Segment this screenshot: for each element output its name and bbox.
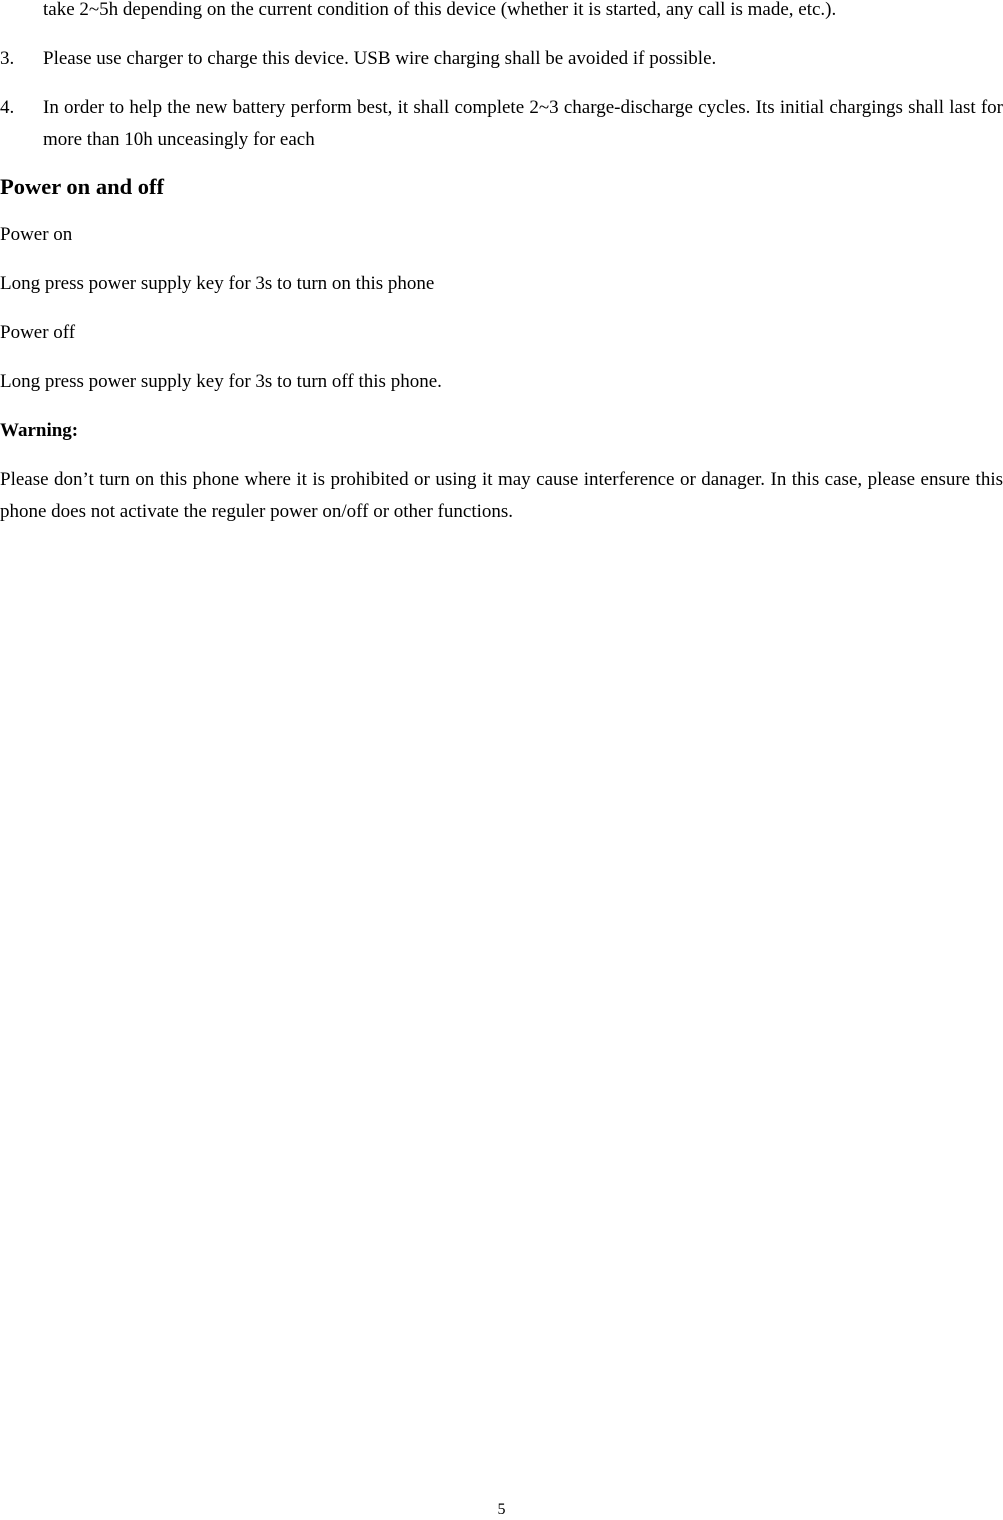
power-off-text: Long press power supply key for 3s to turn off this phone. — [0, 371, 442, 392]
power-on-text: Long press power supply key for 3s to turn on this phone — [0, 273, 435, 294]
list-item-continuation: take 2~5h depending on the current condition of this device (whether it is started, any call is made, etc.). — [43, 0, 837, 20]
document-page — [0, 0, 1003, 528]
list-item-text: Please use charger to charge this device. USB wire charging shall be avoided if possible. — [43, 48, 717, 69]
list-item-number: 3. — [0, 48, 15, 69]
page-number: 5 — [497, 1501, 506, 1518]
list-item-text: In order to help the new battery perform best, it shall complete 2~3 charge-discharge cycles. Its initial chargings shall last for more than 10h unceasingly for each — [43, 97, 1003, 150]
list-item-number: 4. — [0, 97, 15, 118]
warning-label: Warning: — [0, 420, 79, 441]
power-on-label: Power on — [0, 224, 73, 245]
section-heading: Power on and off — [0, 174, 164, 199]
warning-text: Please don’t turn on this phone where it is prohibited or using it may cause interference or danager. In this case, please ensure this phone does not activate the reguler power on/off or other functions. — [0, 469, 1003, 522]
list-item-4 — [0, 92, 1003, 156]
power-off-label: Power off — [0, 322, 76, 343]
list-item-3 — [0, 43, 1003, 75]
